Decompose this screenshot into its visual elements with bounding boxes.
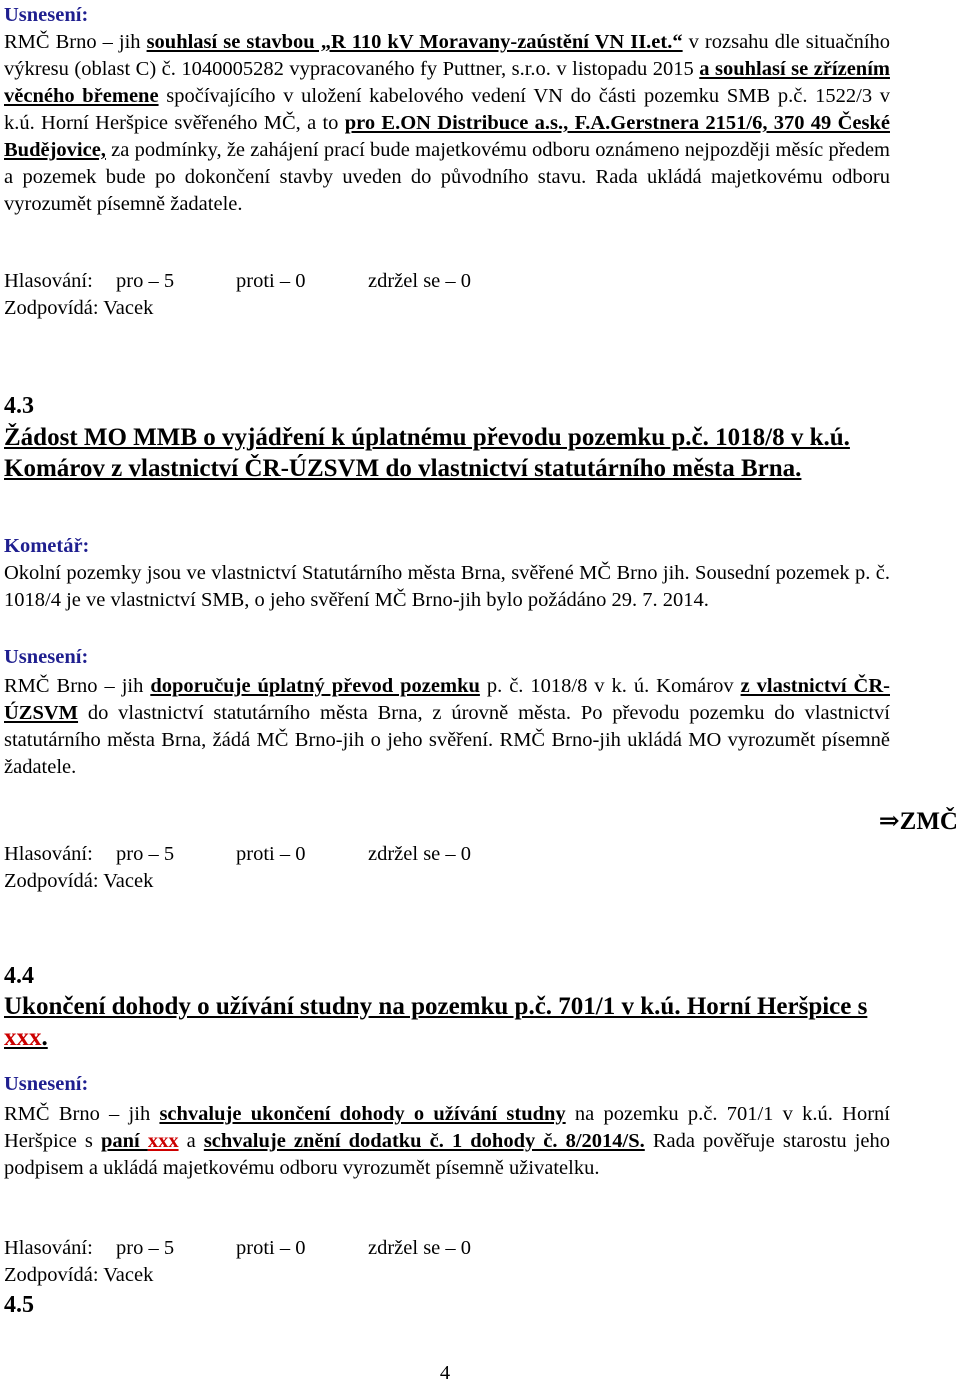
section-title-4-3: Žádost MO MMB o vyjádření k úplatnému převodu pozemku p.č. 1018/8 v k.ú. Komárov z vlastnictví ČR-ÚZSVM do vlastnictví statutárního města Brna. — [4, 424, 850, 482]
usneseni-label-top: Usnesení: — [4, 4, 89, 26]
vote-line-4-3: Hlasování: pro – 5 proti – 0 zdržel se – 0 — [4, 843, 472, 865]
section-number-4-4: 4.4 — [4, 963, 34, 989]
responsible-top: Zodpovídá: Vacek — [4, 297, 154, 319]
usneseni-text-4-3: RMČ Brno – jih doporučuje úplatný převod pozemku p. č. 1018/8 v k. ú. Komárov z vlastnictví ČR-ÚZSVM do vlastnictví statutárního města Brna, z úrovně města. Po převodu pozemku do vlastnictví statutárního města Brna, žádá MČ Brno-jih o jeho svěření. RMČ Brno-jih ukládá MO vyrozumět písemně žadatele. — [4, 675, 890, 778]
usneseni-text-top: RMČ Brno – jih souhlasí se stavbou „R 110 kV Moravany-zaústění VN II.et.“ v rozsahu dle situačního výkresu (oblast C) č. 1040005282 vypracovaného fy Puttner, s.r.o. v listopadu 2015 a souhlasí se zřízením věcného břemene spočívajícího v uložení kabelového vedení VN do části pozemku SMB p.č. 1522/3 v k.ú. Horní Heršpice svěřeného MČ, a to pro E.ON Distribuce a.s., F.A.Gerstnera 2151/6, 370 49 České Budějovice, za podmínky, že zahájení prací bude majetkovému odboru oznámeno nejpozději měsíc předem a pozemek bude po dokončení stavby uveden do původního stavu. Rada ukládá majetkovému odboru vyrozumět písemně žadatele. — [4, 31, 891, 215]
page-number: 4 — [439, 1362, 451, 1384]
komentar-label: Kometář: — [4, 535, 90, 557]
responsible-4-3: Zodpovídá: Vacek — [4, 870, 154, 892]
section-number-4-5: 4.5 — [4, 1292, 34, 1318]
vote-line-4-4: Hlasování: pro – 5 proti – 0 zdržel se – 0 — [4, 1237, 472, 1259]
vote-line-top: Hlasování: pro – 5 proti – 0 zdržel se – 0 — [4, 270, 472, 292]
zmc-arrow: ⇒ZMČ — [878, 808, 958, 835]
komentar-text: Okolní pozemky jsou ve vlastnictví Statutárního města Brna, svěřené MČ Brno jih. Sousední pozemek p. č. 1018/4 je ve vlastnictví SMB, o jeho svěření MČ Brno-jih bylo požádáno 29. 7. 2014. — [4, 562, 890, 611]
responsible-4-4: Zodpovídá: Vacek — [4, 1264, 154, 1286]
usneseni-label-4-3: Usnesení: — [4, 646, 89, 668]
usneseni-label-4-4: Usnesení: — [4, 1073, 89, 1095]
section-title-4-4: Ukončení dohody o užívání studny na pozemku p.č. 701/1 v k.ú. Horní Heršpice s xxx. — [4, 993, 868, 1051]
section-number-4-3: 4.3 — [4, 393, 34, 419]
usneseni-text-4-4: RMČ Brno – jih schvaluje ukončení dohody o užívání studny na pozemku p.č. 701/1 v k.ú. Horní Heršpice s paní xxx a schvaluje znění dodatku č. 1 dohody č. 8/2014/S. Rada pověřuje starostu jeho podpisem a ukládá majetkovému odboru vyrozumět písemně uživatelku. — [4, 1103, 890, 1179]
